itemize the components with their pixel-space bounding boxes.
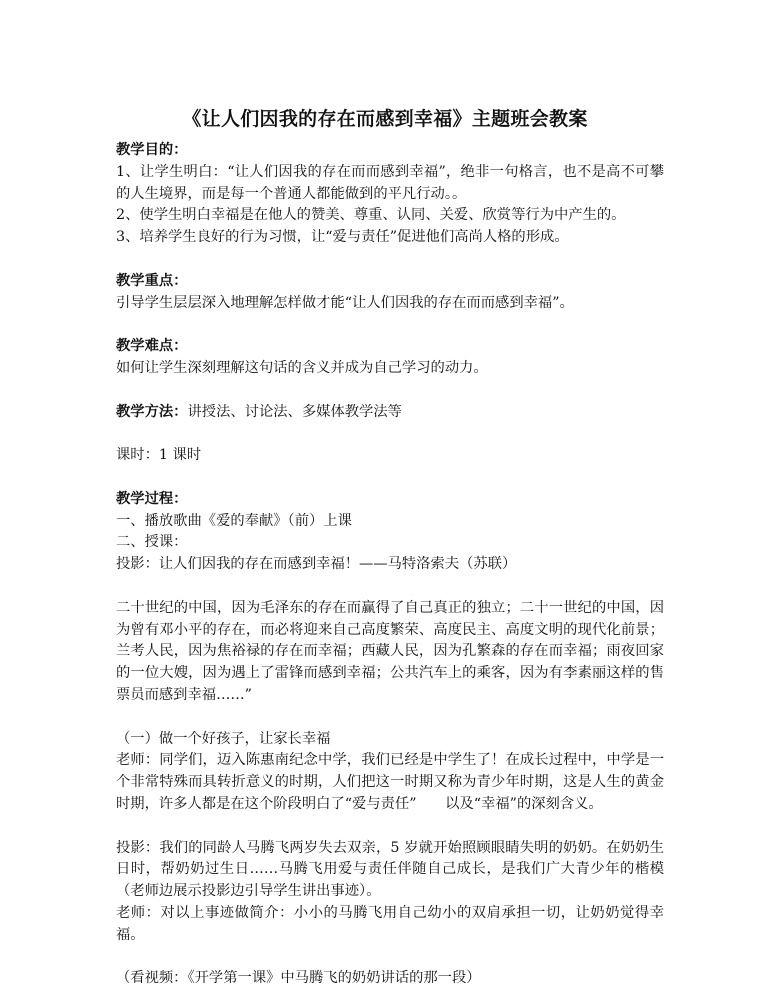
- difficulty-text: 如何让学生深刻理解这句话的含义并成为自己学习的动力。: [116, 359, 488, 376]
- projection-2: 投影：我们的同龄人马腾飞两岁失去双亲，5 岁就开始照顾眼睛失明的奶奶。在奶奶生日时，帮奶奶过生日……马腾飞用爱与责任伴随自己成长，是我们广大青少年的楷模（老师边展示投影边引导学生讲出事迹）。: [116, 839, 664, 900]
- projection-1: 投影：让人们因我的存在而感到幸福！——马特洛索夫（苏联）: [116, 556, 517, 573]
- section-1-heading: （一）做一个好孩子，让家长幸福: [116, 730, 331, 747]
- spacer: [116, 423, 664, 445]
- process-heading: 教学过程：: [116, 490, 188, 507]
- method-text: 讲授法、讨论法、多媒体教学法等: [187, 403, 402, 420]
- spacer: [116, 314, 664, 336]
- objective-item-3: 3、培养学生良好的行为习惯，让“爱与责任”促进他们高尚人格的形成。: [116, 229, 569, 246]
- objective-item-2: 2、使学生明白幸福是在他人的赞美、尊重、认同、关爱、欣赏等行为中产生的。: [116, 207, 626, 224]
- video-note: （看视频：《开学第一课》中马腾飞的奶奶讲话的那一段）: [116, 970, 481, 987]
- method-heading: 教学方法：: [116, 403, 188, 420]
- spacer: [116, 380, 664, 402]
- document-body: [116, 140, 664, 990]
- period-text: 课时：1 课时: [116, 447, 202, 464]
- difficulty-heading: 教学难点：: [116, 338, 188, 355]
- teacher-remark-1: 老师：同学们，迈入陈惠南纪念中学，我们已经是中学生了！在成长过程中，中学是一个非常特殊而具转折意义的时期，人们把这一时期又称为青少年时期，这是人生的黄金时期，许多人都是在这个阶段明白了“爱与责任” 以及“幸福”的深刻含义。: [116, 752, 664, 812]
- spacer: [116, 576, 664, 598]
- spacer: [116, 467, 664, 489]
- objective-item-1: 1、让学生明白：“让人们因我的存在而而感到幸福”，绝非一句格言，也不是高不可攀的人生境界，而是每一个普通人都能做到的平凡行动。。: [116, 163, 664, 202]
- process-step-1: 一、播放歌曲《爱的奉献》（前）上课: [116, 512, 352, 529]
- method-line: [116, 402, 664, 424]
- objectives-heading: 教学目的：: [116, 142, 188, 158]
- key-point-heading: 教学重点：: [116, 272, 188, 289]
- key-point-text: 引导学生层层深入地理解怎样做才能“让人们因我的存在而而感到幸福”。: [116, 294, 574, 311]
- process-step-2: 二、授课：: [116, 534, 188, 551]
- spacer: [116, 249, 664, 271]
- document-title: 《让人们因我的存在而感到幸福》主题班会教案: [182, 108, 588, 130]
- spacer: [116, 707, 664, 729]
- spacer: [116, 816, 664, 838]
- spacer: [116, 946, 664, 968]
- teacher-remark-2: 老师：对以上事迹做简介：小小的马腾飞用自己幼小的双肩承担一切，让奶奶觉得幸福。: [116, 904, 664, 943]
- paragraph-20th-century: 二十世纪的中国，因为毛泽东的存在而赢得了自己真正的独立；二十一世纪的中国，因为曾有邓小平的存在，而必将迎来自己高度繁荣、高度民主、高度文明的现代化前景；兰考人民，因为焦裕禄的存在而幸福；西藏人民，因为孔繁森的存在而幸福；雨夜回家的一位大嫂，因为遇上了雷锋而感到幸福；公共汽车上的乘客，因为有李素丽这样的售票员而感到幸福……”: [116, 599, 664, 703]
